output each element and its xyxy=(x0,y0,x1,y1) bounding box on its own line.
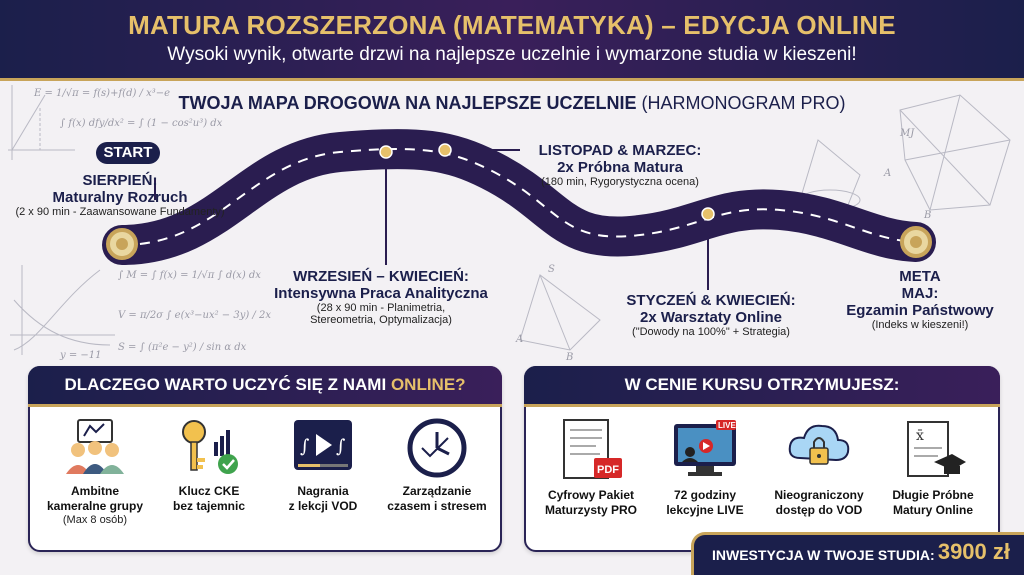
stop-head: SIERPIEŃ: xyxy=(82,172,158,189)
why-title-highlight: ONLINE? xyxy=(390,375,466,394)
svg-text:x̄: x̄ xyxy=(916,428,924,444)
stop-main: 2x Próbna Matura xyxy=(557,159,683,176)
why-title-text: DLACZEGO WARTO UCZYĆ SIĘ Z NAMI xyxy=(64,375,387,394)
bonus-pdf xyxy=(536,418,646,518)
page-subtitle: Wysoki wynik, otwarte drzwi na najlepsze uczelnie i wymarzone studia w kieszeni! xyxy=(167,44,857,65)
feature-label-1: Ambitne xyxy=(71,484,119,498)
stop-wrzesien-kwiecien xyxy=(256,268,506,326)
group-icon xyxy=(60,418,130,478)
feature-label-1: Klucz CKE xyxy=(178,484,240,498)
feature-label-1: Zarządzanie xyxy=(402,484,472,498)
live-monitor-icon xyxy=(670,418,740,482)
bonus-exams xyxy=(878,418,988,518)
investment-banner xyxy=(691,532,1024,575)
feature-label-2: z lekcji VOD xyxy=(288,499,358,513)
feature-label-2: czasem i stresem xyxy=(387,499,487,513)
page-title: MATURA ROZSZERZONA (MATEMATYKA) – EDYCJA ONLINE xyxy=(128,10,896,40)
video-player-icon xyxy=(288,418,358,478)
stop-styczen-kwiecien xyxy=(596,292,826,338)
stop-main: Maturalny Rozruch xyxy=(52,189,188,206)
pdf-formulas-icon xyxy=(556,418,626,482)
stop-listopad-marzec xyxy=(500,142,740,188)
svg-text:V = π/2σ ∫ e(x³−ux² − 3y) / 2x: V = π/2σ ∫ e(x³−ux² − 3y) / 2x xyxy=(118,310,271,321)
svg-text:A: A xyxy=(516,334,524,345)
stop-head: STYCZEŃ & KWIECIEŃ: xyxy=(626,292,796,309)
feature-time xyxy=(382,418,492,514)
stop-desc: (28 x 90 min - Planimetria, xyxy=(316,302,446,314)
feature-label-1: Nieograniczony xyxy=(774,488,864,502)
road-marker-start xyxy=(108,230,136,258)
stop-desc-2: Stereometria, Optymalizacja) xyxy=(310,314,452,326)
why-panel-title xyxy=(28,366,502,407)
feature-label-2: lekcyjne LIVE xyxy=(666,503,744,517)
feature-label-1: Nagrania xyxy=(297,484,349,498)
stop-desc: (Indeks w kieszeni!) xyxy=(871,319,969,331)
stop-desc: (180 min, Rygorystyczna ocena) xyxy=(541,176,699,188)
feature-vod xyxy=(268,418,378,514)
svg-text:S = ∫ (π²e − y²) / sin α dx: S = ∫ (π²e − y²) / sin α dx xyxy=(118,342,247,353)
road-marker-lm xyxy=(439,144,451,156)
feature-sub: (Max 8 osób) xyxy=(62,514,128,526)
feature-label-2: kameralne grupy xyxy=(46,499,144,513)
svg-text:S: S xyxy=(548,264,555,275)
svg-text:y = −11: y = −11 xyxy=(60,350,102,361)
svg-text:MJ: MJ xyxy=(900,128,915,139)
svg-text:∫ f(x) dfy/dx² = ∫ (1 − cos²u³: ∫ f(x) dfy/dx² = ∫ (1 − cos²u³) dx xyxy=(60,118,223,129)
stop-head: LISTOPAD & MARZEC: xyxy=(538,142,702,159)
svg-text:∫: ∫ xyxy=(336,436,346,457)
feature-label-2: bez tajemnic xyxy=(172,499,246,513)
stop-desc: (2 x 90 min - Zaawansowane Fundamenty) xyxy=(15,206,225,218)
stop-head: WRZESIEŃ – KWIECIEŃ: xyxy=(293,268,469,285)
why-panel xyxy=(28,366,502,552)
live-badge: LIVE xyxy=(718,421,736,430)
feature-label-2: Maturzysty PRO xyxy=(544,503,638,517)
cloud-lock-icon xyxy=(784,418,854,482)
svg-text:B: B xyxy=(566,352,574,363)
road-marker-wk xyxy=(380,146,392,158)
stop-main: Egzamin Państwowy xyxy=(846,302,994,319)
stop-main: 2x Warsztaty Online xyxy=(640,309,782,326)
stop-head: META xyxy=(899,268,941,285)
stop-meta-maj xyxy=(820,268,1020,331)
bonus-live xyxy=(650,418,760,518)
exam-cap-icon xyxy=(898,418,968,482)
svg-text:PDF: PDF xyxy=(597,464,619,476)
feature-label-2: dostęp do VOD xyxy=(775,503,863,517)
stop-sierpien xyxy=(0,172,240,218)
clock-icon xyxy=(402,418,472,478)
start-label: START xyxy=(96,142,160,164)
svg-text:B: B xyxy=(924,210,932,221)
bonus-panel-title: W CENIE KURSU OTRZYMUJESZ: xyxy=(524,366,1000,407)
roadmap-title-bold: TWOJA MAPA DROGOWA NA NAJLEPSZE UCZELNIE xyxy=(178,93,637,113)
feature-label-2: Matury Online xyxy=(892,503,973,517)
bonus-vod-access xyxy=(764,418,874,518)
feature-label-1: Cyfrowy Pakiet xyxy=(547,488,635,502)
svg-text:A: A xyxy=(884,168,892,179)
stop-desc: ("Dowody na 100%" + Strategia) xyxy=(632,326,790,338)
feature-key xyxy=(154,418,264,514)
investment-label: INWESTYCJA W TWOJE STUDIA: xyxy=(712,547,935,563)
svg-text:∫ M = ∫ f(x) = 1/√π ∫ d(x) dx: ∫ M = ∫ f(x) = 1/√π ∫ d(x) dx xyxy=(118,270,261,281)
feature-label-1: Długie Próbne xyxy=(892,488,974,502)
investment-price: 3900 zł xyxy=(937,539,1010,564)
stop-main: Intensywna Praca Analityczna xyxy=(274,285,488,302)
bonus-panel xyxy=(524,366,1000,552)
roadmap-title-rest: (HARMONOGRAM PRO) xyxy=(641,93,846,113)
key-chart-icon xyxy=(174,418,244,478)
stop-head-2: MAJ: xyxy=(901,285,939,302)
road-marker-sk xyxy=(702,208,714,220)
svg-text:E = 1/√π = f(s)+f(d) / x³−e: E = 1/√π = f(s)+f(d) / x³−e xyxy=(34,88,171,99)
svg-text:∫: ∫ xyxy=(300,436,310,457)
feature-label-1: 72 godziny xyxy=(673,488,736,502)
feature-group xyxy=(40,418,150,526)
road-marker-end xyxy=(902,228,930,256)
